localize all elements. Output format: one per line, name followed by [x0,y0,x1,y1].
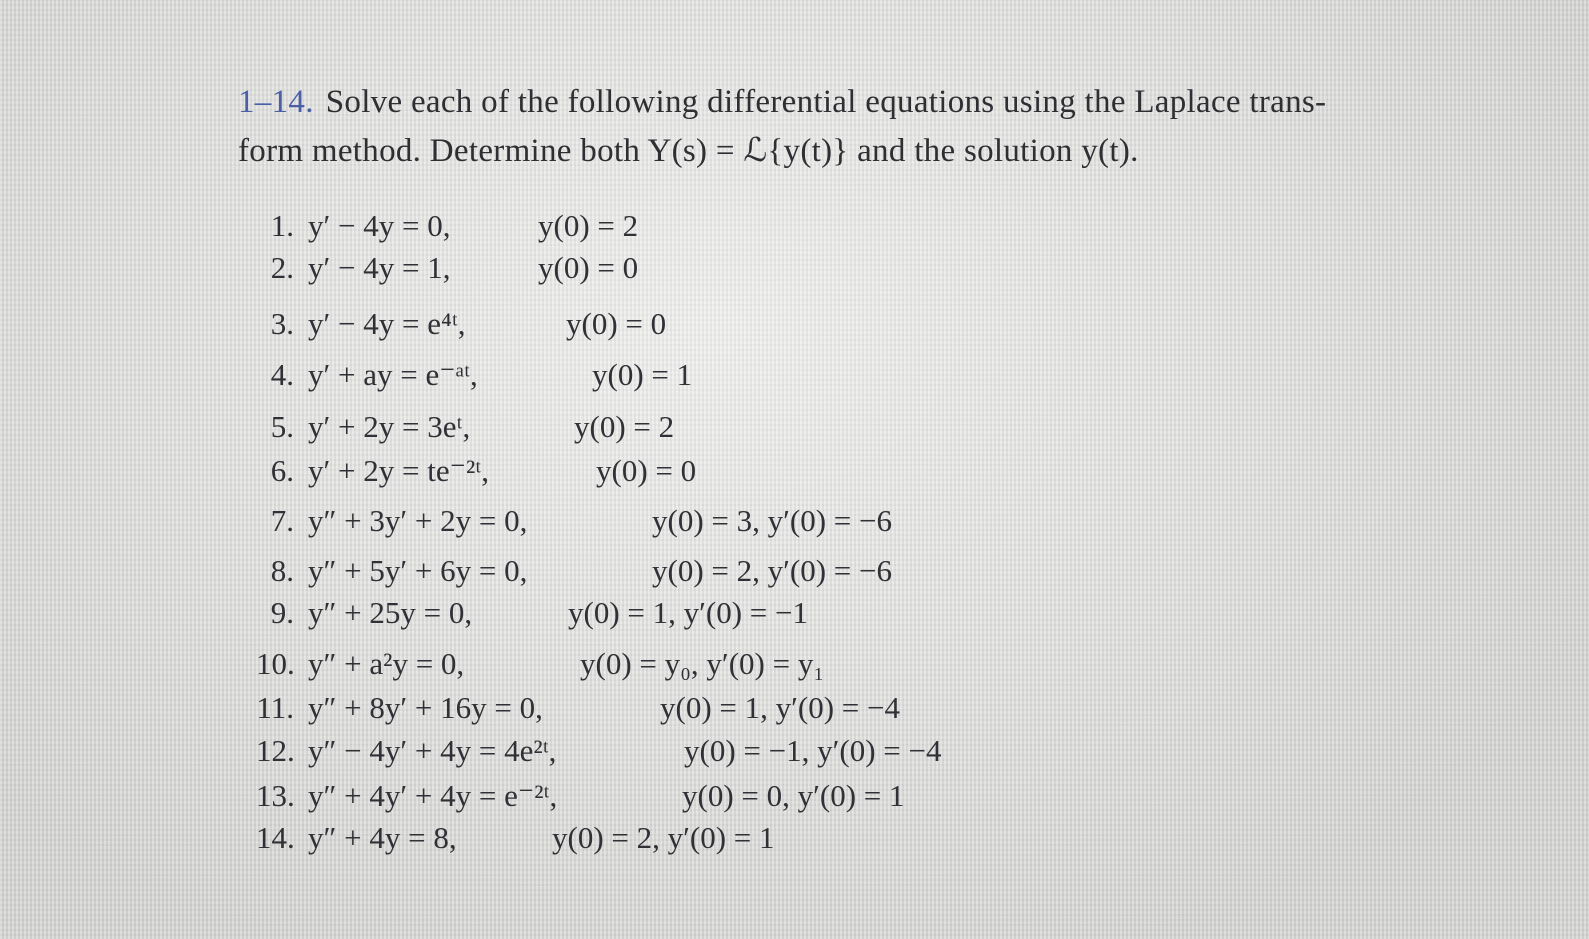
problem-item [256,451,697,491]
problem-number: 1. [270,208,294,243]
initial-condition: y(0) = 0, y′(0) = 1 [682,778,905,813]
problem-number: 14. [256,820,295,855]
heading-line-1 [238,78,1488,127]
problem-equation: y′ + 2y = te⁻²ᵗ, [308,453,489,488]
initial-condition: y(0) = 1, y′(0) = −4 [660,690,901,725]
initial-condition: y(0) = 2, y′(0) = 1 [552,820,775,855]
problem-item [256,501,893,541]
initial-condition: y(0) = −1, y′(0) = −4 [684,733,942,768]
initial-condition: y(0) = 0 [596,453,697,488]
initial-condition: y(0) = 2 [538,208,639,243]
problem-number: 2. [270,250,294,285]
problem-item [256,206,639,246]
problem-item [256,355,693,395]
problem-range-label: 1–14. [238,84,314,120]
problem-set-heading [238,78,1488,176]
problem-equation: y″ + 5y′ + 6y = 0, [308,553,528,588]
problem-item [256,776,905,816]
problem-equation: y″ + a²y = 0, [308,646,465,681]
problem-item [256,304,667,344]
problem-number: 10. [256,646,295,681]
problem-number: 8. [270,553,294,588]
initial-condition: y(0) = 3, y′(0) = −6 [652,503,893,538]
problem-equation: y″ + 4y′ + 4y = e⁻²ᵗ, [308,778,558,813]
problem-item [256,818,775,858]
problem-equation: y″ + 25y = 0, [308,595,473,630]
problem-equation: y′ − 4y = 0, [308,208,451,243]
problem-number: 5. [270,409,294,444]
problem-number: 12. [256,733,295,768]
problem-number: 3. [270,306,294,341]
problem-item [256,551,893,591]
initial-condition: y(0) = 2, y′(0) = −6 [652,553,893,588]
initial-condition: y(0) = 0 [538,250,639,285]
problem-equation: y′ + 2y = 3eᵗ, [308,409,471,444]
initial-condition: y(0) = 1, y′(0) = −1 [568,595,809,630]
problem-item [256,407,675,447]
problem-item [256,688,901,728]
initial-condition: y(0) = 2 [574,409,675,444]
problem-number: 4. [270,357,294,392]
problem-equation: y″ − 4y′ + 4y = 4e²ᵗ, [308,733,557,768]
problem-number: 7. [270,503,294,538]
problem-equation: y′ − 4y = e⁴ᵗ, [308,306,466,341]
intro-text-line-1: Solve each of the following differential equations using the Laplace trans- [325,84,1327,120]
problem-number: 6. [270,453,294,488]
problem-equation: y′ + ay = e⁻ᵃᵗ, [308,357,478,392]
initial-condition: y(0) = 1 [592,357,693,392]
problem-item [256,248,639,288]
problem-number: 11. [256,690,294,725]
problem-item [256,644,825,684]
problem-number: 9. [270,595,294,630]
intro-text-line-2: form method. Determine both Y(s) = ℒ{y(t)} and the solution y(t). [238,133,1139,169]
initial-condition: y(0) = y₀, y′(0) = y₁ [580,646,825,681]
problem-item [256,593,809,633]
problem-equation: y″ + 3y′ + 2y = 0, [308,503,528,538]
problem-number: 13. [256,778,295,813]
problem-item [256,731,942,771]
problem-equation: y′ − 4y = 1, [308,250,451,285]
problem-equation: y″ + 4y = 8, [308,820,457,855]
problem-equation: y″ + 8y′ + 16y = 0, [308,690,543,725]
initial-condition: y(0) = 0 [566,306,667,341]
